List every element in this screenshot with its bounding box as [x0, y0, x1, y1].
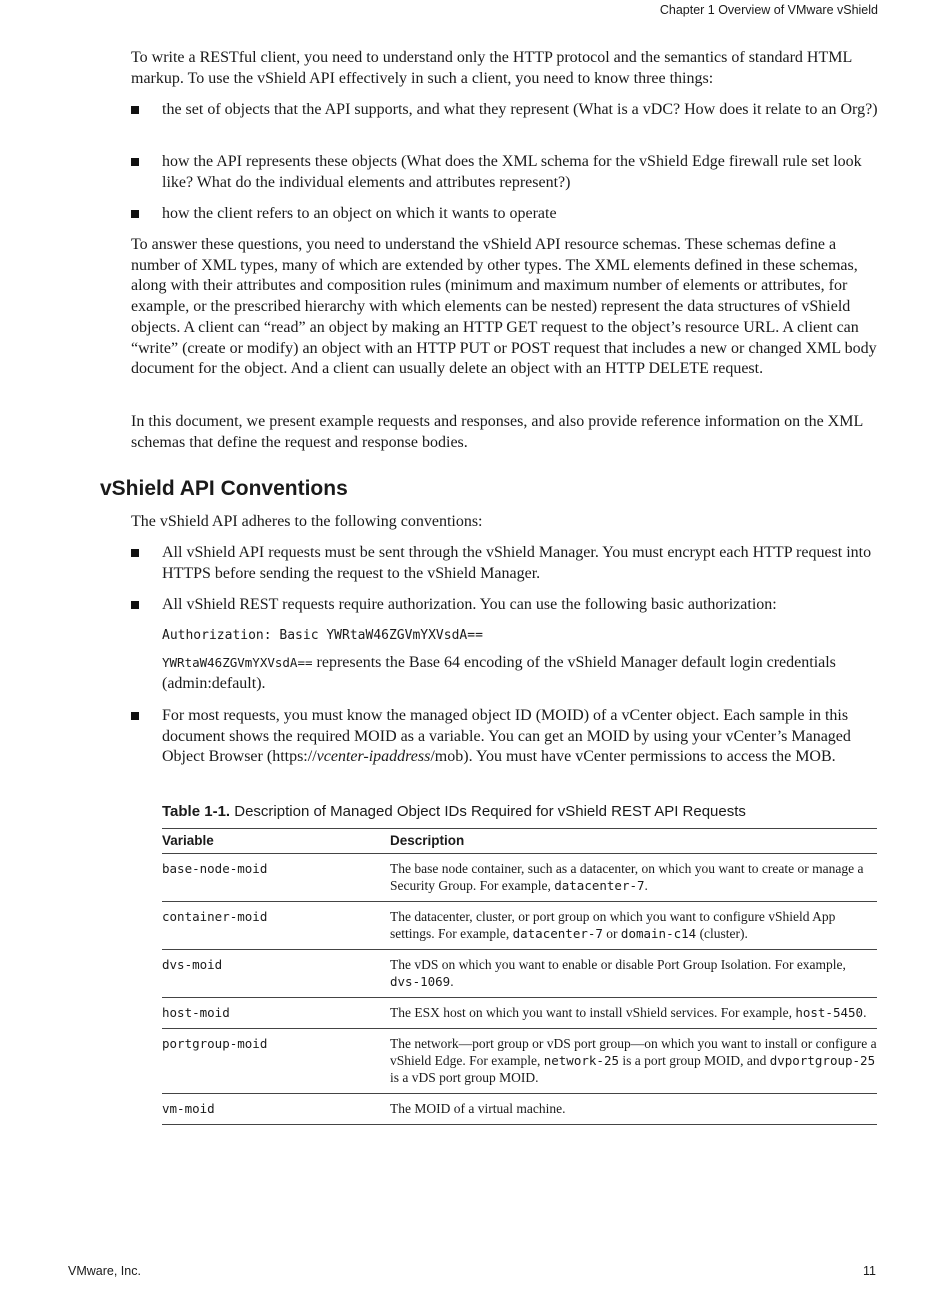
bullet-marker	[131, 712, 139, 720]
variable-cell: container-moid	[162, 902, 390, 950]
variable-cell: portgroup-moid	[162, 1029, 390, 1094]
table-row	[162, 902, 877, 950]
description-text: is a port group MOID, and	[619, 1053, 770, 1068]
bullet-marker	[131, 158, 139, 166]
table-header-row	[162, 829, 877, 854]
example-code: dvs-1069	[390, 974, 451, 989]
bullet-marker	[131, 601, 139, 609]
schema-paragraph: To answer these questions, you need to understand the vShield API resource schemas. These schemas define a number of XML types, many of which are extended by other types. The XML elements defined in these schemas, along with their attributes and composition rules (minimum and maximum number of elements or attributes, for example, or the prescribed hierarchy with which elements can be nested) represent the data structures of vShield objects. A client can “read” an object by making an HTTP GET request to the object’s resource URL. A client can “write” (create or modify) an object with an HTTP PUT or POST request that includes a new or changed XML body document for the object. And a client can usually delete an object with an HTTP DELETE request.	[131, 236, 877, 378]
bullet-item	[131, 543, 879, 584]
description-text: The MOID of a virtual machine.	[390, 1101, 566, 1116]
running-header: Chapter 1 Overview of VMware vShield	[659, 3, 878, 17]
moid-text-italic: vcenter-ipaddress	[316, 748, 431, 766]
table-title	[162, 803, 746, 820]
description-text: The base node container, such as a datacenter, on which you want to create or manage a Security Group. For example,	[390, 861, 864, 893]
description-text: The ESX host on which you want to install vShield services. For example,	[390, 1005, 796, 1020]
variable-cell: base-node-moid	[162, 854, 390, 902]
description-text: The vDS on which you want to enable or disable Port Group Isolation. For example,	[390, 957, 846, 972]
example-code: datacenter-7	[512, 926, 603, 941]
example-code: datacenter-7	[554, 878, 645, 893]
description-text: is a vDS port group MOID.	[390, 1070, 539, 1085]
column-header-variable: Variable	[162, 829, 390, 854]
description-cell	[390, 854, 877, 902]
intro-paragraph: To write a RESTful client, you need to understand only the HTTP protocol and the semantics of standard HTML markup. To use the vShield API effectively in such a client, you need to know three things:	[131, 49, 852, 87]
bullet-item	[131, 100, 879, 121]
bullet-text	[162, 706, 879, 768]
page-number: 11	[863, 1264, 876, 1278]
example-code: dvportgroup-25	[769, 1053, 876, 1068]
bullet-text: how the API represents these objects (What does the XML schema for the vShield Edge firewall rule set look like? What do the individual elements and attributes represent?)	[162, 153, 862, 191]
description-text: .	[450, 974, 454, 989]
description-cell	[390, 1094, 877, 1125]
bullet-text: the set of objects that the API supports, and what they represent (What is a vDC? How does it relate to an Org?)	[162, 101, 878, 118]
moid-table	[162, 828, 877, 1125]
auth-token: YWRtaW46ZGVmYXVsdA==	[162, 655, 313, 670]
variable-cell: vm-moid	[162, 1094, 390, 1125]
description-text: or	[602, 926, 621, 941]
bullet-text: All vShield REST requests require authorization. You can use the following basic authorization:	[162, 596, 777, 613]
bullet-marker	[131, 210, 139, 218]
moid-text-end: /mob). You must have vCenter permissions to access the MOB.	[430, 748, 836, 766]
variable-cell: host-moid	[162, 998, 390, 1029]
table-row	[162, 1094, 877, 1125]
document-paragraph: In this document, we present example requests and responses, and also provide reference information on the XML schemas that define the request and response bodies.	[131, 413, 863, 451]
auth-code-sample: Authorization: Basic YWRtaW46ZGVmYXVsdA==	[162, 628, 483, 643]
description-cell	[390, 1029, 877, 1094]
example-code: network-25	[543, 1053, 619, 1068]
description-cell	[390, 902, 877, 950]
table-row	[162, 1029, 877, 1094]
moid-text-start: For most requests, you must know the managed object ID (MOID) of a vCenter object. Each sample in this document shows the required MOID as a variable. You can get an MOID by using your vCenter’s Managed Object Browser (https://	[162, 707, 851, 766]
auth-explanation	[162, 653, 879, 694]
table-number: Table 1-1.	[162, 803, 231, 820]
bullet-marker	[131, 106, 139, 114]
description-cell	[390, 998, 877, 1029]
bullet-marker	[131, 549, 139, 557]
bullet-item	[131, 706, 879, 768]
description-text: (cluster).	[696, 926, 748, 941]
example-code: domain-c14	[620, 926, 697, 941]
table-row	[162, 854, 877, 902]
description-text: The network—port group or vDS port group—on which you want to install or configure a vShield Edge. For example,	[390, 1036, 877, 1068]
column-header-description: Description	[390, 829, 877, 854]
section-heading: vShield API Conventions	[100, 477, 348, 500]
auth-explanation-text: represents the Base 64 encoding of the vShield Manager default login credentials (admin:default).	[162, 654, 836, 692]
table-row	[162, 998, 877, 1029]
description-text: .	[863, 1005, 867, 1020]
example-code: host-5450	[795, 1005, 864, 1020]
bullet-item	[131, 204, 879, 225]
bullet-text: how the client refers to an object on which it wants to operate	[162, 205, 557, 222]
table-caption: Description of Managed Object IDs Required for vShield REST API Requests	[230, 803, 746, 820]
table-row	[162, 950, 877, 998]
description-text: The datacenter, cluster, or port group on which you want to configure vShield App settings. For example,	[390, 909, 836, 941]
conventions-lead: The vShield API adheres to the following conventions:	[131, 513, 483, 530]
bullet-item	[131, 152, 879, 193]
description-text: .	[644, 878, 648, 893]
bullet-text: All vShield API requests must be sent through the vShield Manager. You must encrypt each HTTP request into HTTPS before sending the request to the vShield Manager.	[162, 544, 872, 582]
variable-cell: dvs-moid	[162, 950, 390, 998]
description-cell	[390, 950, 877, 998]
bullet-item	[131, 595, 879, 616]
footer-company: VMware, Inc.	[68, 1264, 141, 1278]
